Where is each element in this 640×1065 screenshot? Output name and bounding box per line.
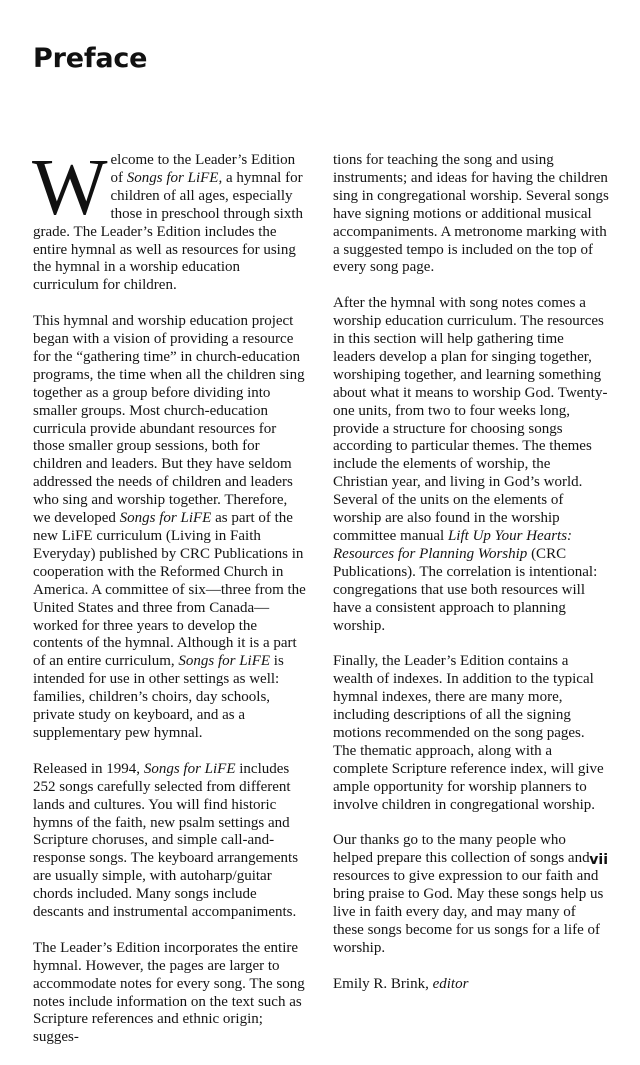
welcome-text-end: a hymnal for children of all ages, especially those in preschool through sixth grade. The Leader’s Edition includes the entire hymnal as well as resources for using the hymnal in a worship education curriculum for children.	[33, 169, 303, 294]
signature	[333, 976, 609, 994]
release-text-end: includes 252 songs carefully selected from different lands and cultures. You will find historic hymns of the faith, new psalm settings and Scripture choruses, and simple call-and-response songs. The keyboard arrangements are usually simple, with autoharp/guitar chords included. Many songs include descants and instrumental accompaniments.	[33, 760, 299, 921]
indexes-paragraph: Finally, the Leader’s Edition contains a wealth of indexes. In addition to the typical hymnal indexes, there are many more, including descriptions of all the signing motions recommended on the song pages. The thematic approach, along with a complete Scripture reference index, will give ample opportunity for worship planners to involve children in congregational worship.	[333, 653, 604, 813]
curriculum-text-start: After the hymnal with song notes comes a worship education curriculum. The resources in this section will help gathering time leaders develop a plan for singing together, worshiping together, and learning something about what it means to worship God. Twenty-one units, from two to four weeks long, provide a structure for choosing songs according to particular themes. The themes include the elements of worship, the Christian year, and living in God’s world. Several of the units on the elements of worship are also found in the worship committee manual	[333, 295, 608, 545]
welcome-text-start: elcome to the Leader’s Edition of	[110, 152, 296, 186]
editor-role: editor	[432, 975, 469, 992]
project-text-start: This hymnal and worship education project began with a vision of providing a resource for the “gathering time” in church-education programs, the time when all the children sing together as a group before dividing into smaller groups. Most church-education curricula provide abundant resources for those smaller group sessions, both for children and leaders. But they have seldom addressed the needs of children and leaders who sing and worship together. Therefore, we developed	[33, 313, 305, 527]
release-text-start: Released in 1994,	[33, 760, 144, 777]
manual-title: Lift Up Your Hearts: Resources for Planning Worship	[333, 528, 573, 562]
thanks-paragraph: Our thanks go to the many people who helped prepare this collection of songs and resources to give expression to our faith and bring praise to God. May these songs help us live in faith every day, and may many of these songs become for us songs for a life of worship.	[333, 832, 604, 956]
book-title: Songs for LiFE	[119, 510, 212, 527]
book-title: Songs for LiFE	[178, 653, 271, 670]
page-title: Preface	[33, 43, 148, 74]
drop-cap: W	[32, 144, 108, 232]
welcome-paragraph	[32, 144, 307, 295]
project-text-middle: as part of the new LiFE curriculum (Living in Faith Everyday) published by CRC Publications in cooperation with the Reformed Church in America. A committee of six—three from the United States and three from Canada—worked for three years to develop the contents of the hymnal. Although it is a part of an entire curriculum,	[33, 510, 306, 670]
project-text-end: is intended for use in other settings as well: families, children’s choirs, day schools, private study on keyboard, and as a supplementary pew hymnal.	[33, 653, 284, 741]
page-number: vii	[589, 852, 608, 868]
curriculum-text-end: (CRC Publications). The correlation is intentional: congregations that use both resources will have a consistent approach to planning worship.	[333, 545, 598, 634]
curriculum-paragraph	[333, 295, 609, 635]
left-column	[32, 144, 307, 1065]
right-column	[333, 152, 609, 1011]
teaching-paragraph: tions for teaching the song and using instruments; and ideas for having the children sing in congregational worship. Several songs have signing motions or additional musical accompaniments. A metronome marking with a suggested tempo is included on the top of every song page.	[333, 152, 609, 276]
editor-name: Emily R. Brink,	[333, 975, 433, 992]
project-paragraph	[33, 313, 307, 743]
book-title: Songs for LiFE	[143, 760, 236, 777]
leaders-edition-paragraph: The Leader’s Edition incorporates the entire hymnal. However, the pages are larger to accommodate notes for every song. The song notes include information on the text such as Scripture references and ethnic origin; sugges-	[33, 939, 305, 1046]
book-title: Songs for LiFE,	[126, 169, 223, 186]
release-paragraph	[33, 761, 307, 922]
